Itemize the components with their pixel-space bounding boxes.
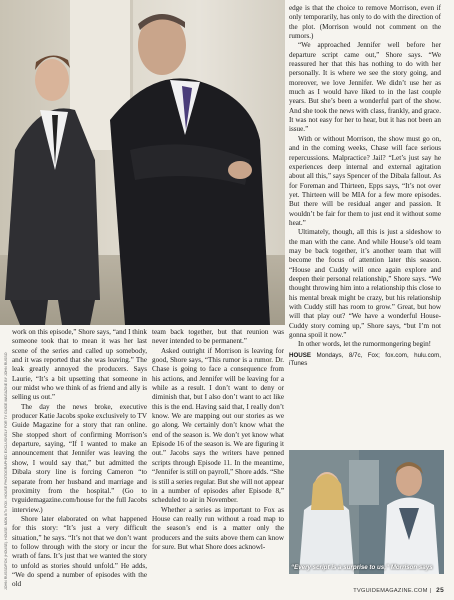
paragraph: Shore later elaborated on what happened for this story: “It’s just a very difficult situation,” he says. “It’s not that we don’t want to follow through with the story or incur the wrath of fans. It’s just that we wanted the story to unfold as stories should unfold.” He adds, “We do spend a number of episodes with the old	[12, 514, 147, 589]
scene-illustration	[289, 450, 444, 574]
scene-photo	[289, 450, 444, 574]
paragraph: work on this episode,” Shore says, “and I think someone took that to mean it was her last scene of the series and called up somebody, and it was reported that she was leaving.” The leak greatly annoyed the producers. Says Laurie, “It’s a bit upsetting that someone in our midst who we think of as friend and ally is selling us out.”	[12, 328, 147, 402]
actor-left	[5, 55, 100, 325]
listing-show-name: HOUSE	[289, 351, 312, 359]
photo-credit: JOHN RUSSO/FOX (HOUSE). HOUSE: MON 8/7c FOX. HOUSE PHOTOGRAPHED EXCLUSIVELY FOR TV GUIDE MAGAZINE BY JOHN RUSSO	[4, 352, 8, 590]
footer-site: TVGUIDEMAGAZINE.COM	[353, 588, 428, 594]
paragraph: Whether a series as important to Fox as House can really run without a road map to the season’s end is a matter only the producers and the suits above them can know for sure. But what Shore does acknowl-	[152, 505, 284, 551]
paragraph: team back together, but that reunion was never intended to be permanent.”	[152, 328, 284, 346]
footer-divider: |	[429, 588, 432, 594]
paragraph: The day the news broke, executive producer Katie Jacobs spoke exclusively to TV Guide Magazine for a story that ran online. She stopped short of confirming Morrison’s departure, saying, “If I wanted to make an announcement that Jennifer was leaving the show, I would say that,” but admitted the Dibala story line is forcing Cameron “to separate from her husband and marriage and proximity from the hospital.” (Go to tvguidemagazine.com/house for the full Jacobs interview.)	[12, 402, 147, 514]
paragraph: Asked outright if Morrison is leaving for good, Shore says, “This rumor is a rumor. Dr. Chase is going to face a consequence from his actions, and Jennifer will be leaving for a while as a result. I don’t want to deny or diminish that, but I also don’t want to act like this is the end. Having said that, I really don’t know. We are mapping out our stories as we go along. We certainly don’t know what the end of the season is. We don’t yet know what Episode 16 of the season is. We are figuring it out.” Jacobs says the writers have penned scripts through Episode 11. In the meantime, “Jennifer is still on payroll,” Shore adds. “She is still a series regular. But she will not appear in a number of episodes after Episode 8,” scheduled to air in November.	[152, 346, 284, 505]
actor-right	[110, 14, 270, 325]
photo-caption: “Every script is a surprise to us,” Morrison says	[291, 564, 433, 571]
paragraph: In other words, let the rumormongering begin!	[298, 340, 432, 349]
show-listing	[289, 352, 441, 368]
paragraph: “We approached Jennifer well before her departure script came out,” Shore says. “We reassured her that this has nothing to do with her personally. It is where we see the story going, and moreover, we love Jennifer. We didn’t use her as much as I would have liked to in the last couple years. But she’s been a wonderful part of the show. And she took the news with class, frankly, and grace. It was not easy for her to hear, but it has not been an issue.”	[289, 41, 441, 134]
article-column-1	[12, 328, 147, 590]
page-number: 25	[436, 587, 444, 594]
article-column-2	[152, 328, 284, 552]
paragraph: edge is that the choice to remove Morrison, even if only temporarily, has only to do with the direction of the plot. (Morrison would not comment on the rumors.)	[289, 4, 441, 41]
hero-photo	[0, 0, 285, 325]
page-footer	[353, 587, 444, 594]
paragraph: Ultimately, though, all this is just a sideshow to the man with the cane. And while House’s old team may be back together, it’s another team that will become the focus of attention later this season. “House and Cuddy will once again explore and deepen their personal relationship,” Shore says. “We thought throwing him into a relationship this close to his mental break might be crazy, but his relationship with Cuddy still has room to grow.” Great, but how will that play out? “We have a wonderful House-Cuddy story coming up,” Shore says, “but I’m not gonna spoil it now.”	[289, 228, 441, 340]
listing-details: Mondays, 8/7c, Fox; fox.com, hulu.com, iTunes	[289, 351, 441, 367]
hero-illustration	[0, 0, 285, 325]
article-column-3	[289, 4, 441, 368]
paragraph: With or without Morrison, the show must go on, and in the coming weeks, Chase will face serious repercussions. Malpractice? Jail? “Let’s just say he experiences deep internal and external agitation about all this,” says Spencer of the Dibala fallout. As for Foreman and Thirteen, Epps says, “It’s not over yet. Thirteen will be MIA for a few more episodes. But there will be residual anger and passion. It wouldn’t be fair for them to just end it without some heat.”	[289, 134, 441, 227]
